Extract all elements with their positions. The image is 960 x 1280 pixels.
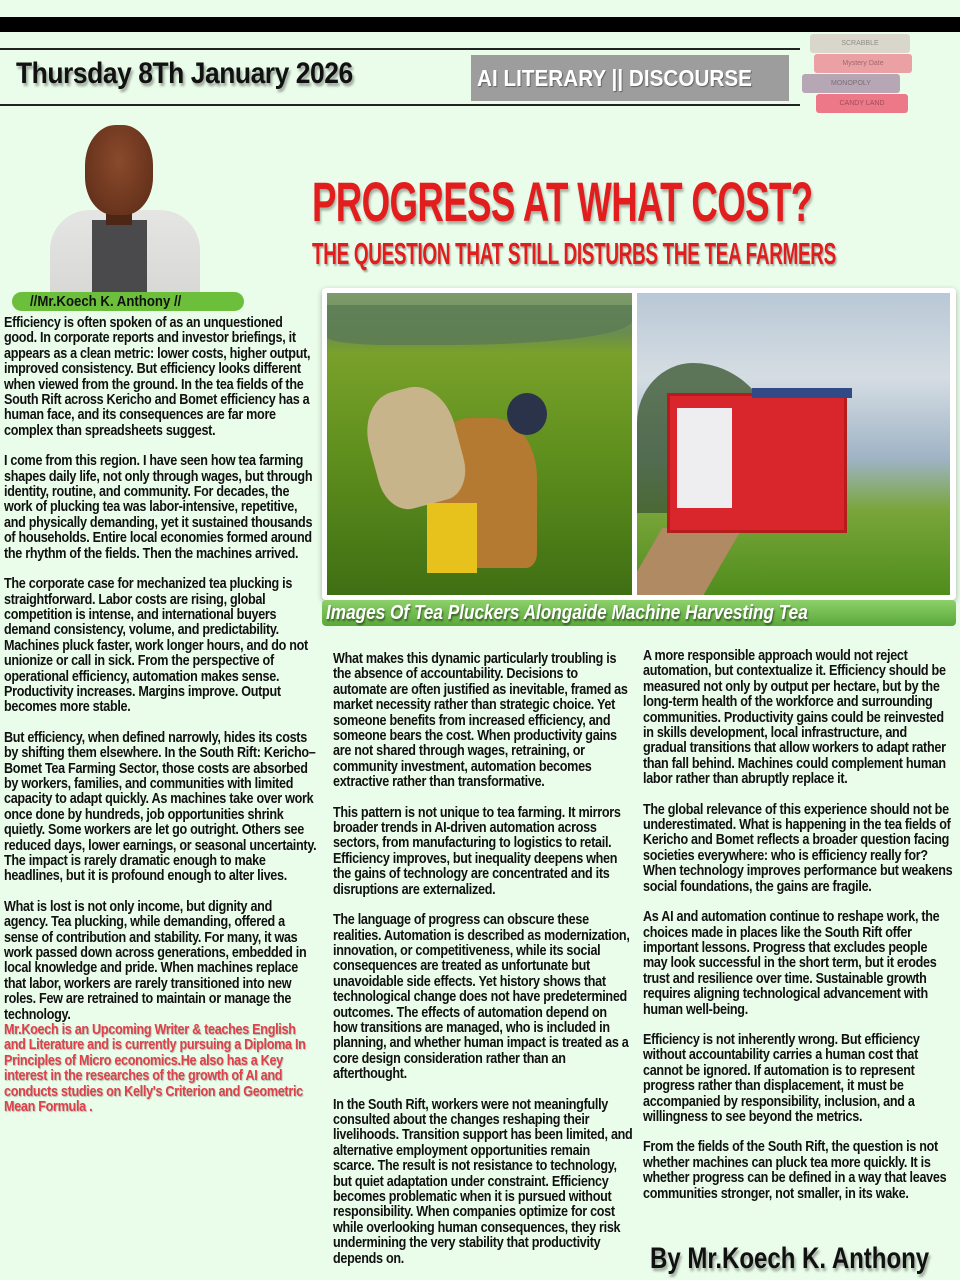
paragraph-text: But efficiency, when defined narrowly, hides its costs by shifting them elsewhere. In the South Rift: Kericho–Bomet Tea Farming Sector, those costs are absorbed by workers, families, and communities with limited capacity to adapt quickly. As machines take over work once done by hundreds, job opportunities shrink quietly. Some workers are let go outright. Others see reduced days, lower earnings, or seasonal uncertainty. The impact is rarely dramatic enough to make headlines, but it is profound enough to alter lives. <box>4 728 317 885</box>
image-caption <box>322 600 956 626</box>
paragraph <box>4 576 317 715</box>
author-portrait <box>40 115 245 295</box>
masthead-rule-top <box>0 48 800 50</box>
paragraph <box>643 648 953 787</box>
article-headline <box>312 172 952 232</box>
author-signoff-text: By Mr.Koech K. Anthony <box>650 1242 930 1275</box>
article-subheadline <box>312 236 952 272</box>
article-headline-text: PROGRESS AT WHAT COST? <box>312 170 813 233</box>
masthead-rule-bottom <box>0 104 800 106</box>
paragraph <box>643 1139 953 1201</box>
author-bio-text: Mr.Koech is an Upcoming Writer & teaches English and Literature and is currently pursuing a Diploma In Principles of Micro economics.He also has a Key interest in the researches of the growth of AI and conducts studies on Kelly's Criterion and Geometric Mean Formula . <box>4 1021 306 1116</box>
paragraph <box>4 730 317 884</box>
paragraph-text: Efficiency is not inherently wrong. But efficiency without accountability carries a human cost that cannot be ignored. If automation is to represent progress rather than displacement, it must be accompanied by responsibility, inclusion, and a willingness to see beyond the metrics. <box>643 1030 920 1125</box>
paragraph <box>643 1032 953 1124</box>
author-signoff <box>650 1242 960 1276</box>
paragraph <box>4 453 317 561</box>
paragraph-text: As AI and automation continue to reshape work, the choices made in places like the South Rift offer important lessons. Progress that excludes people may look successful in the short term, but it erodes trust and resilience over time. Sustainable growth requires aligning technological advancement with human well-being. <box>643 908 940 1018</box>
paragraph-text: The language of progress can obscure these realities. Automation is described as modernization, innovation, or competitiveness, while its social consequences are treated as unfortunate but unavoidable side effects. Yet history shows that technological change does not have predetermined outcomes. The effects of automation depend on how transitions are managed, who is included in planning, and whether human impact is treated as a core design consideration rather than an afterthought. <box>333 911 630 1083</box>
article-column-2 <box>333 651 633 1280</box>
books-stack-icon <box>802 32 937 117</box>
photo-frame <box>322 288 956 600</box>
paragraph-text: In the South Rift, workers were not meaningfully consulted about the changes reshaping their livelihoods. Transition support has been limited, and alternative employment opportunities remain scarce. The result is not resistance to technology, but quiet adaptation under constraint. Efficiency becomes problematic when it is pursued without responsibility. When companies optimize for cost while overlooking human consequences, they risk undermining the very stability that productivity depends on. <box>333 1095 633 1267</box>
paragraph-text: The corporate case for mechanized tea plucking is straightforward. Labor costs are rising, global competition is intense, and international buyers demand consistency, volume, and predictability. Machines pluck faster, work longer hours, and do not unionize or call in sick. From the perspective of operational efficiency, automation makes sense. Productivity increases. Margins improve. Output becomes more stable. <box>4 575 308 716</box>
photo-basket <box>357 379 473 516</box>
paragraph-text: The global relevance of this experience should not be underestimated. What is happening in the tea fields of Kericho and Bomet reflects a broader question facing societies everywhere: who is efficiency really for? When technology improves performance but weakens social foundations, the gains are fragile. <box>643 800 953 895</box>
author-byline-text: //Mr.Koech K. Anthony // <box>30 293 182 310</box>
photo-machine-window <box>677 408 732 508</box>
article-column-3 <box>643 648 953 1216</box>
photo-worker-head <box>507 393 547 435</box>
paragraph <box>643 802 953 894</box>
paragraph-text: A more responsible approach would not reject automation, but contextualize it. Efficiency should be measured not only by output per hectare, but by the long-term health of the workforce and surrounding communities. Productivity gains could be reinvested in skills development, local infrastructure, and gradual transitions that allow workers to adapt rather than fall behind. Machines could complement human labor rather than abruptly replace it. <box>643 647 946 788</box>
paragraph <box>333 1097 633 1266</box>
author-byline-tag <box>12 292 244 311</box>
paragraph <box>333 912 633 1081</box>
photo-worker-skirt <box>427 503 477 573</box>
paragraph-text: Efficiency is often spoken of as an unquestioned good. In corporate reports and investor briefings, it appears as a clean metric: lower costs, higher output, improved consistency. But efficiency looks different when viewed from the ground. In the tea fields of the South Rift across Kericho and Bomet efficiency has a human face, and its consequences are far more complex than spreadsheets suggest. <box>4 314 311 439</box>
paragraph-text: From the fields of the South Rift, the question is not whether machines can pluck tea more quickly. It is whether progress can be defined in a way that leaves communities stronger, not smaller, in its wake. <box>643 1138 947 1202</box>
paragraph-text: What makes this dynamic particularly troubling is the absence of accountability. Decisions to automate are often justified as inevitable, framed as market necessity rather than strategic choice. Yet someone benefits from increased efficiency, and someone bears the cost. When productivity gains are not shared through wages, retraining, or community investment, automation becomes extractive rather than transformative. <box>333 650 628 791</box>
article-column-1 <box>4 315 317 1130</box>
article-subheadline-text: THE QUESTION THAT STILL DISTURBS THE TEA FARMERS <box>312 236 836 271</box>
tea-pluckers-photo <box>327 293 632 595</box>
paragraph <box>643 909 953 1017</box>
section-tag <box>471 55 789 101</box>
image-caption-text: Images Of Tea Pluckers Alongaide Machine Harvesting Tea <box>326 602 808 624</box>
paragraph <box>4 315 317 438</box>
portrait-head <box>85 125 153 215</box>
photo-path <box>637 528 742 595</box>
paragraph-text: This pattern is not unique to tea farming. It mirrors broader trends in AI-driven automation across sectors, from manufacturing to logistics to retail. Efficiency improves, but inequality deepens when the gains of technology are concentrated and its disruptions are externalized. <box>333 803 621 898</box>
photo-machine-canopy <box>752 388 852 398</box>
paragraph <box>333 651 633 790</box>
photo-hill <box>327 305 632 345</box>
portrait-shirt <box>92 220 147 300</box>
paragraph <box>4 899 317 1022</box>
issue-date: Thursday 8Th January 2026 <box>16 57 353 90</box>
book-icon: MONOPOLY <box>802 74 900 93</box>
paragraph <box>333 805 633 897</box>
paragraph-text: I come from this region. I have seen how tea farming shapes daily life, not only through wages, but through identity, routine, and community. For decades, the work of plucking tea was labor-intensive, repetitive, and physically demanding, yet it sustained thousands of households. Entire local economies formed around the rhythm of the fields. Then the machines arrived. <box>4 452 313 562</box>
paragraph-text: What is lost is not only income, but dignity and agency. Tea plucking, while demanding, offered a sense of contribution and stability. For many, it was work passed down across generations, embedded in local knowledge and pride. When machines replace that labor, workers are rarely transitioned into new roles. Few are retrained to maintain or manage the technology. <box>4 897 307 1023</box>
masthead-top-bar <box>0 17 960 32</box>
book-icon: Mystery Date <box>814 54 912 73</box>
section-tag-label: AI LITERARY || DISCOURSE <box>477 65 752 91</box>
book-icon: CANDY LAND <box>816 94 908 113</box>
book-icon: SCRABBLE <box>810 34 910 53</box>
tea-harvester-machine-photo <box>637 293 950 595</box>
author-bio <box>4 1022 317 1114</box>
